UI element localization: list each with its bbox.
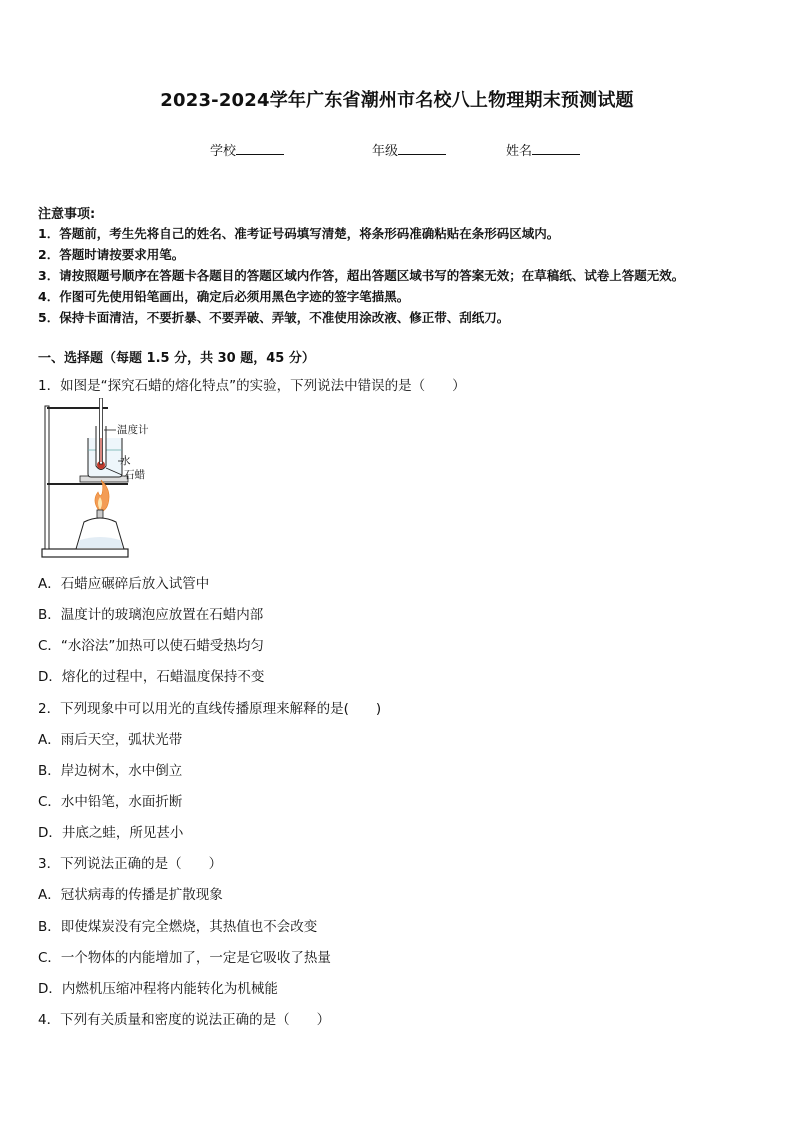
name-field	[506, 140, 580, 159]
option-b: B．岸边树木，水中倒立	[38, 763, 183, 779]
question-stem: 4．下列有关质量和密度的说法正确的是（ ）	[38, 1012, 331, 1028]
wax-melting-apparatus-figure	[40, 398, 170, 563]
option-d: D．内燃机压缩冲程将内能转化为机械能	[38, 981, 278, 997]
note-item: 5．保持卡面清洁，不要折暴、不要弄破、弄皱，不准使用涂改液、修正带、刮纸刀。	[38, 310, 510, 325]
grade-blank	[398, 142, 446, 155]
option-c: C．“水浴法”加热可以使石蜡受热均匀	[38, 638, 264, 654]
water-label: 水	[120, 455, 131, 467]
thermometer-label: 温度计	[117, 424, 149, 436]
grade-label: 年级	[372, 144, 399, 159]
option-a: A．雨后天空，弧状光带	[38, 732, 183, 748]
option-c: C．一个物体的内能增加了，一定是它吸收了热量	[38, 950, 331, 966]
option-a: A．石蜡应碾碎后放入试管中	[38, 576, 210, 592]
name-label: 姓名	[506, 144, 533, 159]
question-stem: 3．下列说法正确的是（ ）	[38, 856, 223, 872]
option-d: D．井底之蛙，所见甚小	[38, 825, 184, 841]
school-label: 学校	[210, 144, 237, 159]
option-b: B．即使煤炭没有完全燃烧，其热值也不会改变	[38, 919, 318, 935]
question-stem: 2．下列现象中可以用光的直线传播原理来解释的是( )	[38, 701, 382, 717]
note-item: 4．作图可先使用铅笔画出，确定后必须用黑色字迹的签字笔描黑。	[38, 289, 410, 304]
option-d: D．熔化的过程中，石蜡温度保持不变	[38, 669, 265, 685]
note-item: 3．请按照题号顺序在答题卡各题目的答题区域内作答，超出答题区域书写的答案无效；在草稿纸、试卷上答题无效。	[38, 268, 685, 283]
notes-title: 注意事项:	[38, 207, 96, 222]
note-item: 2．答题时请按要求用笔。	[38, 247, 185, 262]
school-field	[210, 140, 284, 159]
option-a: A．冠状病毒的传播是扩散现象	[38, 887, 223, 903]
note-item: 1．答题前，考生先将自己的姓名、准考证号码填写清楚，将条形码准确粘贴在条形码区域内。	[38, 226, 560, 241]
grade-field	[372, 140, 446, 159]
wax-label: 石蜡	[124, 469, 145, 481]
page-title: 2023-2024学年广东省潮州市名校八上物理期末预测试题	[160, 90, 634, 111]
name-blank	[532, 142, 580, 155]
option-c: C．水中铅笔，水面折断	[38, 794, 183, 810]
option-b: B．温度计的玻璃泡应放置在石蜡内部	[38, 607, 264, 623]
school-blank	[236, 142, 284, 155]
section-heading: 一、选择题（每题 1.5 分，共 30 题，45 分）	[38, 351, 315, 366]
question-stem: 1．如图是“探究石蜡的熔化特点”的实验，下列说法中错误的是（ ）	[38, 378, 466, 394]
